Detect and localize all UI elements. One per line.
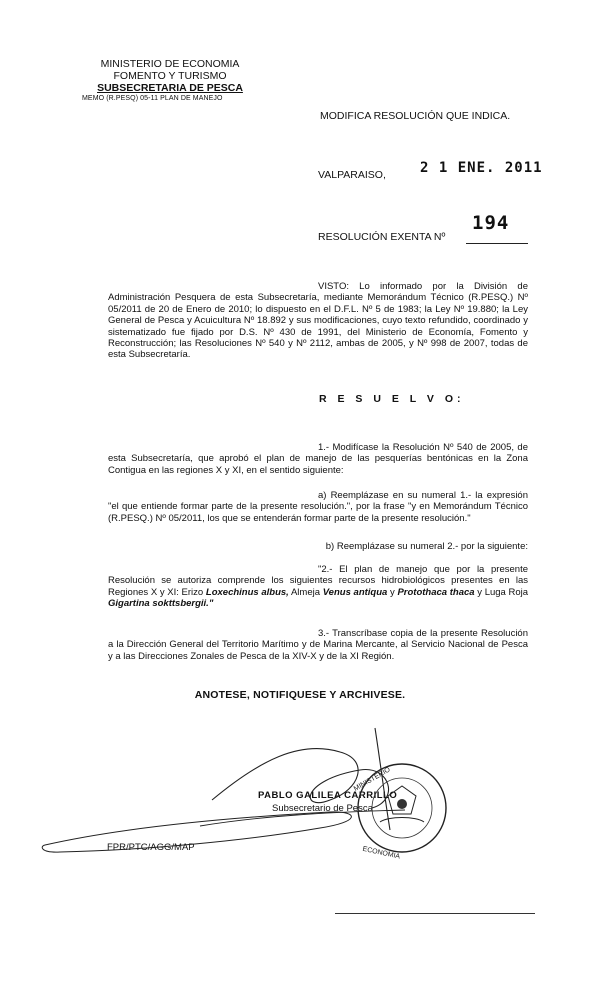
item-3: 3.- Transcríbase copia de la presente Resolución a la Dirección General del Territorio Marítimo y de Marina Mercante, al Servicio Nacional de Pesca y a las Direcciones Zonales de Pesca de la XIV-X y de la XI Región. <box>108 628 528 662</box>
memo-reference: MEMO (R.PESQ) 05-11 PLAN DE MANEJO <box>82 95 223 102</box>
bottom-rule <box>335 913 535 914</box>
undersecretariat-name: SUBSECRETARIA DE PESCA <box>97 82 243 94</box>
signer-title: Subsecretario de Pesca <box>272 803 373 814</box>
visto-paragraph: VISTO: Lo informado por la División de Administración Pesquera de esta Subsecretaría, mediante Memorándum Técnico (R.PESQ.) Nº 05/2011 de 20 de Enero de 2010; lo dispuesto en el D.F.L. Nº 5 de 1983; la Ley Nº 19.880; la Ley General de Pesca y Acuicultura Nº 18.892 y sus modificaciones, cuyo texto refundido, coordinado y sistematizado fue fijado por D.S. Nº 430 de 1991, del Ministerio de Economía, Fomento y Reconstrucción; las Resoluciones Nº 540 y Nº 2112, ambas de 2005, y Nº 998 de 2007, todas de esta Subsecretaría. <box>108 281 528 361</box>
species-name: Venus antiqua <box>322 586 388 598</box>
resolution-number-line <box>466 243 528 244</box>
item-1a: a) Reemplázase en su numeral 1.- la expresión "el que entiende formar parte de la presente resolución.", por la frase "y en Memorándum Técnico (R.PESQ.) Nº 05/2011, los que se entenderán formar parte de la presente resolución." <box>108 490 528 524</box>
signer-name: PABLO GALILEA CARRILLO <box>258 790 398 801</box>
resolution-label: RESOLUCIÓN EXENTA Nº <box>318 231 446 243</box>
place: VALPARAISO, <box>318 169 386 181</box>
species-name: Protothaca thaca <box>397 586 475 598</box>
species-name: Gigartina sokttsbergii." <box>108 598 214 610</box>
letterhead <box>80 58 260 94</box>
signature-flourish <box>42 812 351 852</box>
ministry-name-2: FOMENTO Y TURISMO <box>113 70 227 82</box>
item-1b: b) Reemplázase su numeral 2.- por la siguiente: <box>325 541 528 552</box>
item-2: "2.- El plan de manejo que por la presente Resolución se autoriza comprende los siguientes recursos hidrobiológicos presentes en las Regiones X y XI: Erizo Loxechinus albus, Almeja Venus antiqua y Protothaca thaca y Luga Roja Gigartina sokttsbergii." <box>108 564 529 610</box>
svg-text:MINISTERIO: MINISTERIO <box>352 766 392 793</box>
item-1: 1.- Modifícase la Resolución Nº 540 de 2005, de esta Subsecretaría, que aprobó el plan de manejo de las pesquerías bentónicas en la Zona Contigua en las regiones X y XI, en el sentido siguiente: <box>108 442 528 476</box>
resuelvo-heading: R E S U E L V O: <box>319 393 465 405</box>
resolution-number: 194 <box>472 212 510 234</box>
species-name: Loxechinus albus, <box>205 586 289 598</box>
stamped-date: 2 1 ENE. 2011 <box>420 160 543 176</box>
handwritten-signature <box>212 728 390 830</box>
svg-text:ECONOMIA: ECONOMIA <box>361 845 401 861</box>
document-subject: MODIFICA RESOLUCIÓN QUE INDICA. <box>320 110 511 122</box>
ministry-name: MINISTERIO DE ECONOMIA <box>100 58 240 70</box>
closing-formula: ANOTESE, NOTIFIQUESE Y ARCHIVESE. <box>194 689 406 701</box>
reference-initials: FPR/PTC/AGG/MAP <box>107 842 195 853</box>
